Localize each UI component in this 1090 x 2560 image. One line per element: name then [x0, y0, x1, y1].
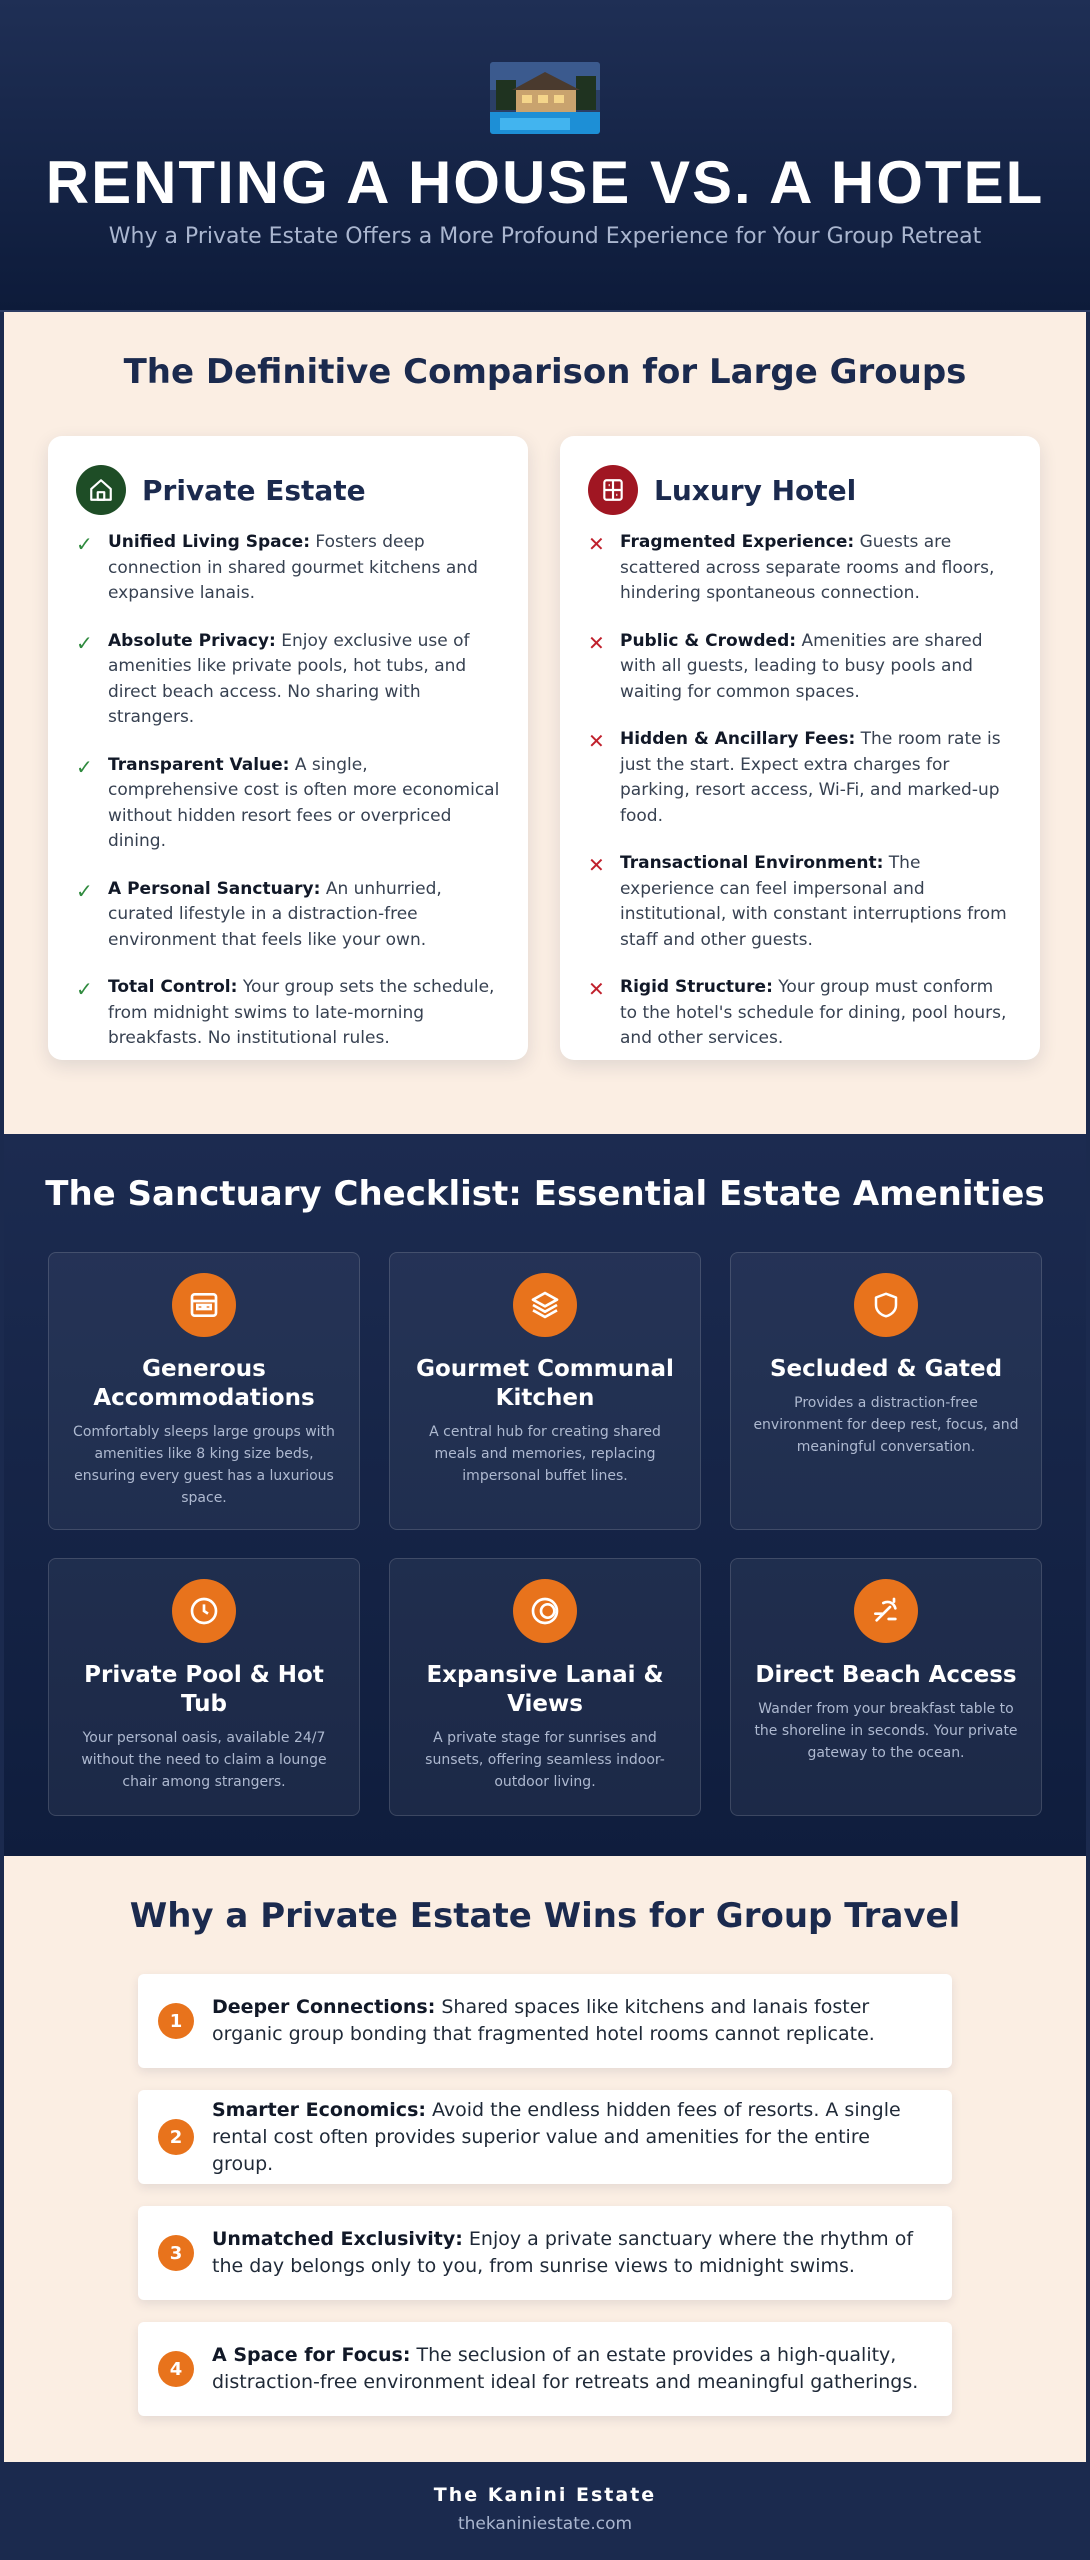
item-heading: A Personal Sanctuary: — [108, 878, 321, 899]
item-body: Guests are scattered across separate rooms and floors, hindering spontaneous connection. — [620, 532, 995, 603]
wins-title: Why a Private Estate Wins for Group Travel — [129, 1896, 961, 1936]
item-body: Enjoy exclusive use of amenities like private pools, hot tubs, and direct beach access. No sharing with strangers. — [108, 630, 470, 727]
page-subtitle: Why a Private Estate Offers a More Profound Experience for Your Group Retreat — [108, 224, 982, 249]
amenities-section — [4, 1134, 1086, 1856]
list-item — [588, 629, 1012, 706]
footer — [0, 2462, 1090, 2560]
item-body: The experience can feel impersonal and institutional, with constant interruptions from staff and other guests. — [620, 853, 1007, 950]
amenity-title: Direct Beach Access — [755, 1662, 1017, 1688]
list-item — [76, 877, 500, 954]
bed-icon — [172, 1273, 236, 1337]
amenity-tile — [389, 1558, 701, 1816]
sunset-icon — [513, 1579, 577, 1643]
cross-icon: ✕ — [588, 729, 605, 753]
estate-photo — [490, 62, 600, 134]
card-header — [588, 464, 1012, 516]
check-icon: ✓ — [76, 878, 93, 903]
hero-header — [0, 0, 1090, 312]
amenity-tile — [48, 1558, 360, 1816]
item-body: An unhurried, curated lifestyle in a distraction-free environment that feels like your own. — [108, 878, 442, 950]
number-badge: 1 — [158, 2003, 194, 2039]
win-heading: Deeper Connections: — [212, 1996, 436, 2018]
amenities-title: The Sanctuary Checklist: Essential Estate Amenities — [45, 1174, 1045, 1214]
item-body: A single, comprehensive cost is often more economical without hidden resort fees or overpriced dining. — [108, 754, 500, 851]
cross-icon: ✕ — [588, 532, 605, 556]
win-heading: Smarter Economics: — [212, 2098, 426, 2121]
amenity-tile — [389, 1252, 701, 1530]
amenity-text: A central hub for creating shared meals and memories, replacing impersonal buffet lines. — [429, 1424, 661, 1484]
cross-icon: ✕ — [588, 853, 605, 877]
card-title: Luxury Hotel — [654, 473, 857, 507]
number-badge: 3 — [158, 2235, 194, 2271]
layers-icon — [513, 1273, 577, 1337]
card-title: Private Estate — [142, 473, 366, 507]
check-icon: ✓ — [76, 754, 93, 779]
list-item — [588, 851, 1012, 953]
website-link[interactable]: thekaniniestate.com — [457, 2514, 633, 2534]
amenity-text: Provides a distraction-free environment for deep rest, focus, and meaningful conversation. — [753, 1395, 1019, 1455]
item-heading: Absolute Privacy: — [108, 630, 276, 651]
luxury-hotel-card — [560, 436, 1040, 1060]
check-icon: ✓ — [76, 977, 93, 1001]
win-item — [138, 2322, 952, 2416]
brand-name: The Kanini Estate — [433, 2484, 657, 2506]
beach-icon — [854, 1579, 918, 1643]
amenity-text: Your personal oasis, available 24/7 without the need to claim a lounge chair among strangers. — [81, 1730, 327, 1790]
number-badge: 2 — [158, 2119, 194, 2155]
item-heading: Transactional Environment: — [620, 853, 884, 873]
amenity-tile — [48, 1252, 360, 1530]
win-body: Enjoy a private sanctuary where the rhythm of the day belongs only to you, from sunrise views to midnight swims. — [212, 2228, 914, 2277]
item-heading: Rigid Structure: — [620, 977, 773, 997]
comparison-title: The Definitive Comparison for Large Groups — [123, 352, 967, 392]
private-estate-card — [48, 436, 528, 1060]
item-body: The room rate is just the start. Expect extra charges for parking, resort access, Wi-Fi, and marked-up food. — [620, 729, 1001, 826]
amenity-title: Secluded & Gated — [769, 1356, 1003, 1382]
amenity-title: Private Pool & Hot Tub — [84, 1662, 324, 1717]
amenity-title: Generous Accommodations — [93, 1356, 315, 1411]
item-body: Fosters deep connection in shared gourmet kitchens and expansive lanais. — [108, 532, 478, 603]
win-heading: Unmatched Exclusivity: — [212, 2228, 463, 2250]
amenity-text: Comfortably sleeps large groups with amenities like 8 king size beds, ensuring every guest has a luxurious space. — [73, 1424, 335, 1506]
amenity-text: A private stage for sunrises and sunsets, offering seamless indoor-outdoor living. — [425, 1730, 665, 1790]
list-item — [76, 753, 500, 855]
list-item — [76, 975, 500, 1052]
item-heading: Fragmented Experience: — [620, 532, 855, 552]
win-heading: A Space for Focus: — [212, 2344, 411, 2366]
win-body: The seclusion of an estate provides a high-quality, distraction-free environment ideal for retreats and meaningful gatherings. — [212, 2344, 919, 2393]
list-item — [588, 975, 1012, 1052]
win-body: Shared spaces like kitchens and lanais foster organic group bonding that fragmented hotel rooms cannot replicate. — [212, 1996, 875, 2045]
win-item — [138, 2090, 952, 2184]
house-icon — [76, 465, 126, 515]
item-heading: Public & Crowded: — [620, 630, 797, 651]
list-item — [588, 727, 1012, 829]
amenity-title: Gourmet Communal Kitchen — [416, 1356, 674, 1411]
amenity-title: Expansive Lanai & Views — [426, 1662, 664, 1717]
number-badge: 4 — [158, 2351, 194, 2387]
item-heading: Hidden & Ancillary Fees: — [620, 729, 856, 749]
clock-icon — [172, 1579, 236, 1643]
cross-icon: ✕ — [588, 630, 605, 655]
item-heading: Unified Living Space: — [108, 532, 310, 552]
list-item — [76, 629, 500, 731]
item-heading: Total Control: — [108, 977, 238, 997]
amenity-tile — [730, 1252, 1042, 1530]
amenity-tile — [730, 1558, 1042, 1816]
check-icon: ✓ — [76, 532, 93, 556]
wins-section — [4, 1856, 1086, 2462]
list-item — [76, 530, 500, 607]
win-body: Avoid the endless hidden fees of resorts. A single rental cost often provides superior value and amenities for the entire group. — [212, 2098, 901, 2175]
amenity-text: Wander from your breakfast table to the shoreline in seconds. Your private gateway to the ocean. — [754, 1701, 1018, 1761]
card-header — [76, 464, 500, 516]
cross-icon: ✕ — [588, 977, 605, 1001]
check-icon: ✓ — [76, 630, 93, 655]
item-body: Your group sets the schedule, from midnight swims to late-morning breakfasts. No institutional rules. — [108, 977, 495, 1048]
win-item — [138, 2206, 952, 2300]
hotel-icon — [588, 465, 638, 515]
shield-icon — [854, 1273, 918, 1337]
comparison-section — [4, 312, 1086, 1134]
list-item — [588, 530, 1012, 607]
item-heading: Transparent Value: — [108, 754, 290, 775]
item-body: Your group must conform to the hotel's schedule for dining, pool hours, and other services. — [620, 977, 1007, 1048]
page-title: RENTING A HOUSE VS. A HOTEL — [45, 149, 1045, 216]
item-body: Amenities are shared with all guests, leading to busy pools and waiting for common spaces. — [620, 630, 983, 702]
win-item — [138, 1974, 952, 2068]
